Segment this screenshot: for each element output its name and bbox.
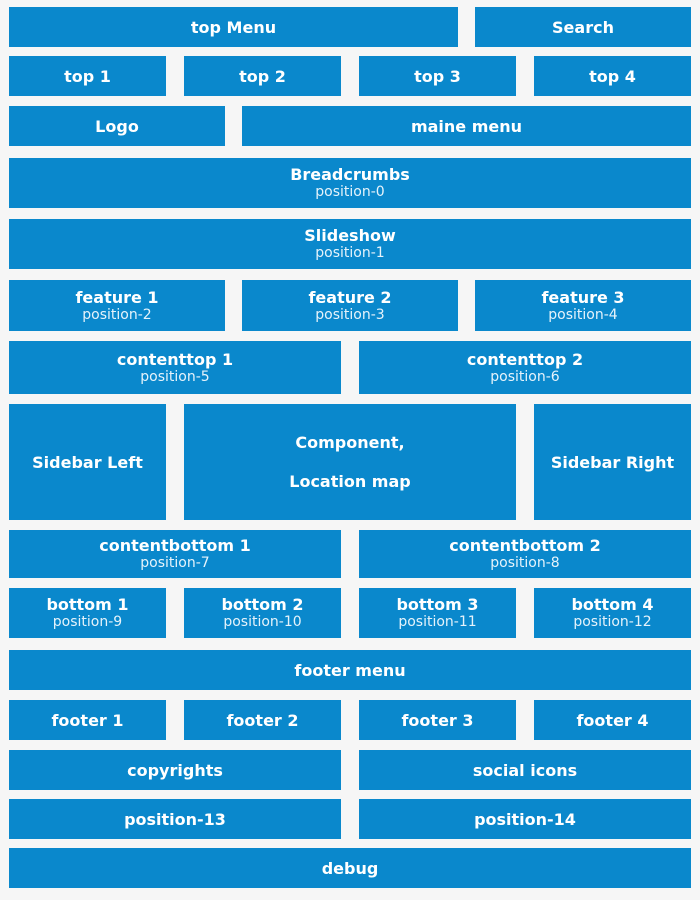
feature-2-title: feature 2 bbox=[308, 287, 392, 307]
footer-3-label: footer 3 bbox=[401, 710, 474, 730]
top-1-block bbox=[9, 56, 166, 96]
footer-1-label: footer 1 bbox=[51, 710, 124, 730]
top-menu-label: top Menu bbox=[190, 17, 277, 37]
bottom-1-block bbox=[9, 588, 166, 638]
contenttop-1-position: position-5 bbox=[140, 368, 210, 385]
contentbottom-1-title: contentbottom 1 bbox=[99, 536, 251, 555]
top-1-label: top 1 bbox=[64, 66, 111, 86]
footer-2-label: footer 2 bbox=[226, 710, 299, 730]
feature-3-title: feature 3 bbox=[541, 287, 625, 307]
bottom-2-title: bottom 2 bbox=[221, 595, 304, 614]
sidebar-right-label: Sidebar Right bbox=[550, 452, 675, 472]
position-14-block bbox=[359, 799, 691, 839]
feature-1-position: position-2 bbox=[82, 306, 152, 323]
contentbottom-2-title: contentbottom 2 bbox=[449, 536, 601, 555]
contenttop-2-position: position-6 bbox=[490, 368, 560, 385]
slideshow-block bbox=[9, 219, 691, 269]
contentbottom-2-position: position-8 bbox=[490, 555, 560, 571]
bottom-3-position: position-11 bbox=[398, 614, 477, 630]
slideshow-position: position-1 bbox=[315, 245, 385, 261]
position-14-label: position-14 bbox=[474, 809, 576, 829]
bottom-2-position: position-10 bbox=[223, 614, 302, 630]
footer-2-block bbox=[184, 700, 341, 740]
footer-menu-label: footer menu bbox=[294, 660, 406, 680]
debug-label: debug bbox=[321, 858, 379, 878]
bottom-4-position: position-12 bbox=[573, 614, 652, 630]
copyrights-block bbox=[9, 750, 341, 790]
contenttop-2-block bbox=[359, 341, 691, 394]
top-2-label: top 2 bbox=[239, 66, 286, 86]
contentbottom-2-block bbox=[359, 530, 691, 578]
contenttop-1-block bbox=[9, 341, 341, 394]
main-menu-block bbox=[242, 106, 691, 146]
footer-menu-block bbox=[9, 650, 691, 690]
position-13-label: position-13 bbox=[124, 809, 226, 829]
contentbottom-1-position: position-7 bbox=[140, 555, 210, 571]
slideshow-title: Slideshow bbox=[304, 226, 396, 245]
location-map-label: Location map bbox=[289, 472, 411, 491]
search-block bbox=[475, 7, 691, 47]
breadcrumbs-block bbox=[9, 158, 691, 208]
top-4-block bbox=[534, 56, 691, 96]
sidebar-left-label: Sidebar Left bbox=[32, 452, 143, 472]
component-label: Component, bbox=[295, 433, 405, 452]
feature-2-block bbox=[242, 280, 458, 331]
sidebar-right-block bbox=[534, 404, 691, 520]
bottom-2-block bbox=[184, 588, 341, 638]
main-menu-label: maine menu bbox=[410, 116, 523, 136]
bottom-4-block bbox=[534, 588, 691, 638]
feature-1-block bbox=[9, 280, 225, 331]
footer-4-label: footer 4 bbox=[576, 710, 649, 730]
feature-1-title: feature 1 bbox=[75, 287, 159, 307]
component-block bbox=[184, 404, 516, 520]
feature-3-position: position-4 bbox=[548, 306, 618, 323]
sidebar-left-block bbox=[9, 404, 166, 520]
position-13-block bbox=[9, 799, 341, 839]
top-3-label: top 3 bbox=[414, 66, 461, 86]
footer-3-block bbox=[359, 700, 516, 740]
contenttop-1-title: contenttop 1 bbox=[116, 349, 234, 369]
breadcrumbs-position: position-0 bbox=[315, 184, 385, 200]
contenttop-2-title: contenttop 2 bbox=[466, 349, 584, 369]
bottom-3-title: bottom 3 bbox=[396, 595, 479, 614]
bottom-1-position: position-9 bbox=[52, 614, 123, 630]
top-3-block bbox=[359, 56, 516, 96]
social-icons-label: social icons bbox=[472, 760, 578, 780]
social-icons-block bbox=[359, 750, 691, 790]
top-2-block bbox=[184, 56, 341, 96]
bottom-4-title: bottom 4 bbox=[571, 595, 654, 614]
top-menu-block bbox=[9, 7, 458, 47]
footer-4-block bbox=[534, 700, 691, 740]
feature-2-position: position-3 bbox=[315, 306, 385, 323]
bottom-3-block bbox=[359, 588, 516, 638]
top-4-label: top 4 bbox=[589, 66, 636, 86]
debug-block bbox=[9, 848, 691, 888]
footer-1-block bbox=[9, 700, 166, 740]
contentbottom-1-block bbox=[9, 530, 341, 578]
logo-label: Logo bbox=[95, 116, 139, 136]
breadcrumbs-title: Breadcrumbs bbox=[290, 165, 410, 184]
bottom-1-title: bottom 1 bbox=[46, 595, 129, 614]
copyrights-label: copyrights bbox=[127, 760, 223, 780]
logo-block bbox=[9, 106, 225, 146]
feature-3-block bbox=[475, 280, 691, 331]
search-label: Search bbox=[552, 17, 614, 37]
